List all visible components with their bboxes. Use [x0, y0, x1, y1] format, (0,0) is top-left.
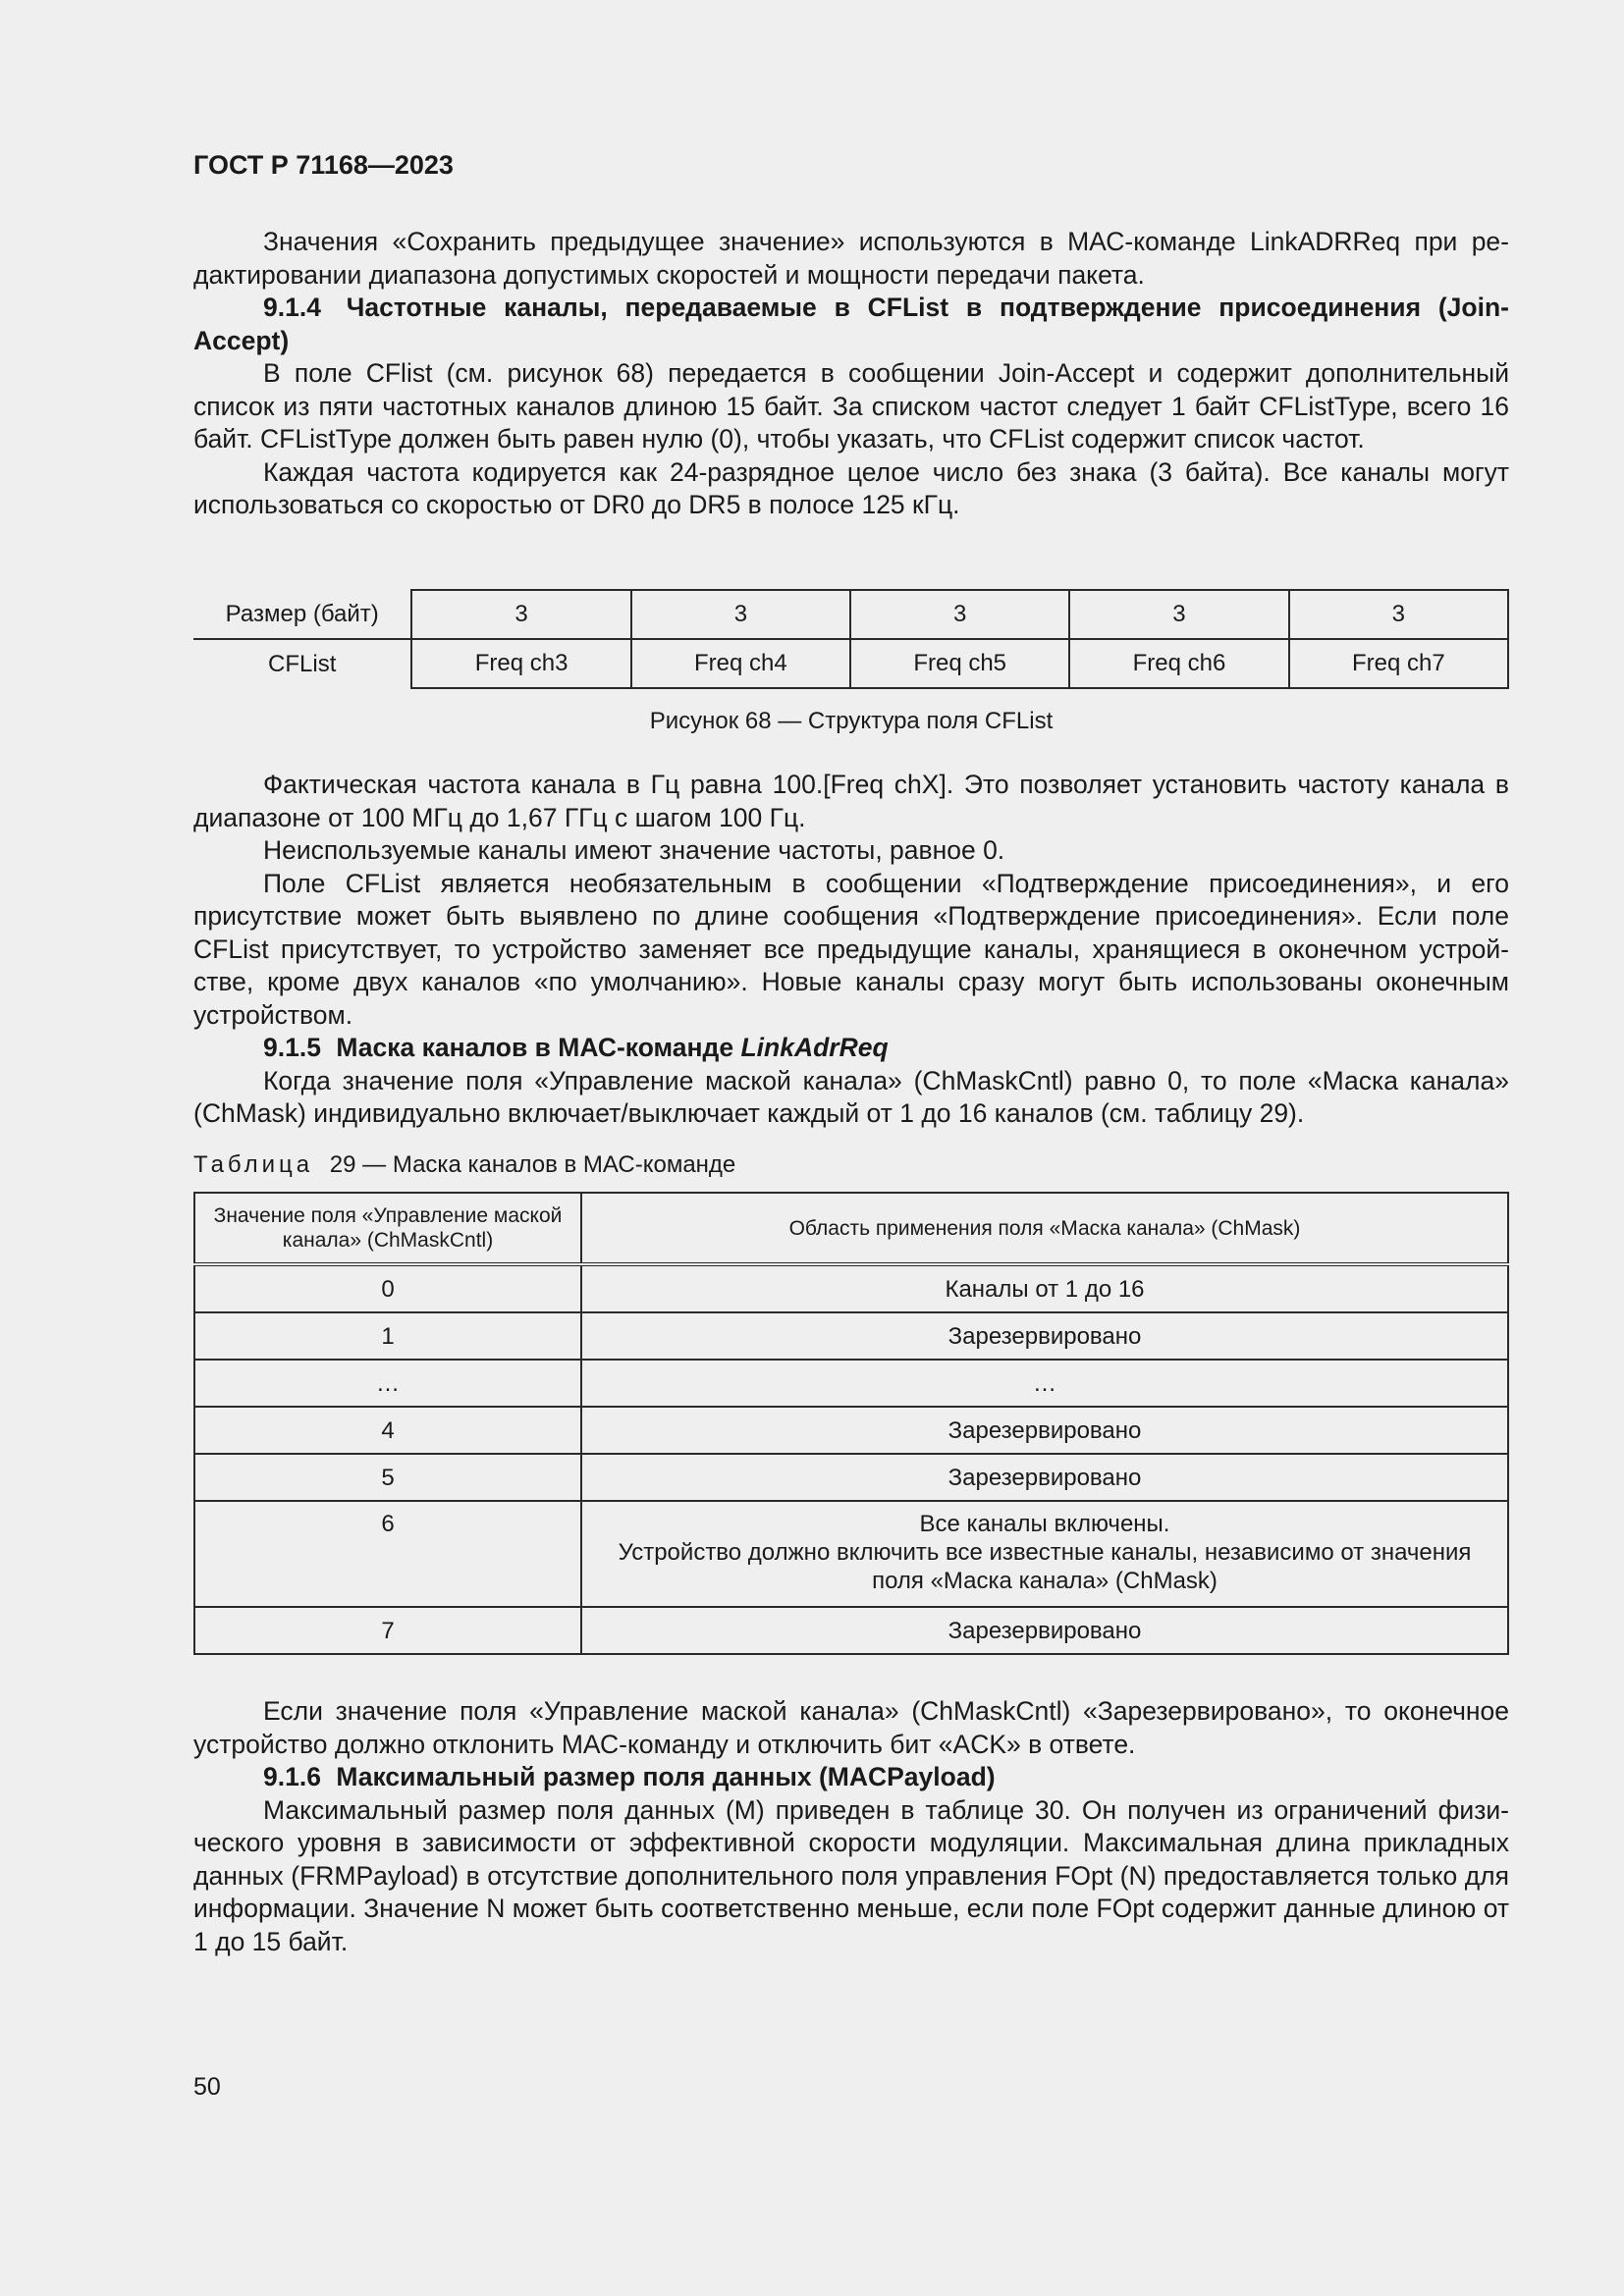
field-cell: Freq ch5: [850, 639, 1069, 688]
chmaskcntl-value: 4: [194, 1407, 581, 1454]
chmask-scope-cell: [581, 1501, 1508, 1607]
paragraph-unused-channels: Неиспользуемые каналы имеют значение частоты, равное 0.: [263, 835, 1005, 865]
section-914-block: [193, 226, 1509, 522]
paragraph-max-payload: Максимальный размер поля данных (M) приведен в таблице 30. Он получен из ограничений физи-ческого уровня в зависимости от эффективной скорости модуляции. Максимальная длина прикладных данных (FRMPayload) в отсутствие дополнительного поля управления FOpt (N) предоставляется только для информации. Значение N может быть соответственно меньше, если поле FOpt содержит данные длиною от 1 до 15 байт.: [193, 1794, 1509, 1956]
paragraph-linkadrreq-values: Значения «Сохранить предыдущее значение» используются в МАС-команде LinkADRReq при ре-дактировании диапазона допустимых скоростей и мощности передачи пакета.: [193, 227, 1509, 290]
section-heading-915: [193, 1032, 1509, 1065]
row-label: Размер (байт): [193, 590, 411, 639]
table-title: [193, 1150, 735, 1180]
document-header: ГОСТ Р 71168—2023: [193, 150, 454, 180]
section-number: 9.1.6: [263, 1762, 321, 1791]
size-cell: 3: [411, 590, 630, 639]
field-cell: Freq ch6: [1069, 639, 1288, 688]
cflist-structure-figure: [193, 589, 1509, 689]
paragraph-frequency-encoding: Каждая частота кодируется как 24-разрядное целое число без знака (3 байта). Все каналы могут использоваться со скоростью от DR0 до DR5 в полосе 125 кГц.: [193, 456, 1509, 519]
chmaskcntl-value: 6: [194, 1501, 581, 1607]
chmaskcntl-value: …: [194, 1360, 581, 1407]
column-header-chmaskcntl: Значение поля «Управление маской канала» (ChMaskCntl): [194, 1193, 581, 1264]
chmask-scope: Все каналы включены.: [919, 1511, 1170, 1537]
channel-mask-table: [193, 1192, 1509, 1655]
page-number: 50: [193, 2073, 221, 2101]
chmaskcntl-value: 1: [194, 1312, 581, 1360]
chmask-scope: Зарезервировано: [581, 1312, 1508, 1360]
size-cell: 3: [1289, 590, 1508, 639]
section-title-italic: LinkAdrReq: [740, 1033, 889, 1062]
chmask-scope: …: [581, 1360, 1508, 1407]
chmask-scope: Зарезервировано: [581, 1607, 1508, 1654]
section-heading-916: [193, 1761, 1509, 1794]
table-label: Таблица: [193, 1151, 314, 1178]
size-cell: 3: [631, 590, 850, 639]
chmask-scope: Зарезервировано: [581, 1454, 1508, 1501]
section-heading-914: [193, 292, 1509, 357]
section-title: Маска каналов в МАС-команде: [336, 1033, 734, 1062]
size-cell: 3: [850, 590, 1069, 639]
figure-caption: Рисунок 68 — Структура поля CFList: [649, 708, 1054, 734]
table-row: [194, 1264, 1508, 1312]
table-title-text: 29 — Маска каналов в МАС-команде: [329, 1151, 736, 1178]
cflist-size-row: [193, 590, 1508, 639]
size-cell: 3: [1069, 590, 1288, 639]
section-916-block: [193, 1695, 1509, 1958]
paragraph-cflist-optional: Поле CFList является необязательным в сообщении «Подтверждение присоединения», и его присутствие может быть выявлено по длине сообщения «Подтверждение присоединения». Если поле CFList присутствует, то устройство заменяет все предыдущие каналы, хранящиеся в оконечном устрой-стве, кроме двух каналов «по умолчанию». Новые каналы сразу могут быть использованы оконечным устройством.: [193, 868, 1509, 1030]
field-cell: Freq ch3: [411, 639, 630, 688]
chmask-scope: Каналы от 1 до 16: [581, 1264, 1508, 1312]
paragraph-actual-frequency: Фактическая частота канала в Гц равна 100.[Freq chX]. Это позволяет установить частоту канала в диапазоне от 100 МГц до 1,67 ГГц с шагом 100 Гц.: [193, 770, 1509, 832]
section-title: Максимальный размер поля данных (MACPayload): [336, 1762, 996, 1791]
table-row: [194, 1607, 1508, 1654]
paragraph-chmaskcntl: Когда значение поля «Управление маской канала» (ChMaskCntl) равно 0, то поле «Маска канала» (ChMask) индивидуально включает/выключает каждый от 1 до 16 каналов (см. таблицу 29).: [193, 1065, 1509, 1128]
cflist-field-row: [193, 639, 1508, 688]
paragraph-reserved-chmaskcntl: Если значение поля «Управление маской канала» (ChMaskCntl) «Зарезервировано», то оконечное устройство должно отклонить МАС-команду и отключить бит «ACK» в ответе.: [193, 1696, 1509, 1759]
table-row: [194, 1501, 1508, 1607]
chmask-scope-note: Устройство должно включить все известные каналы, независимо от значения поля «Маска канала» (ChMask): [618, 1539, 1472, 1594]
table-header-row: [194, 1193, 1508, 1264]
table-row: [194, 1312, 1508, 1360]
row-label: CFList: [268, 650, 337, 677]
table-row: [194, 1360, 1508, 1407]
field-cell: Freq ch7: [1289, 639, 1508, 688]
paragraph-cflist-description: В поле CFlist (см. рисунок 68) передается в сообщении Join-Accept и содержит дополнительный список из пяти частотных каналов длиною 15 байт. За списком частот следует 1 байт CFListType, всего 16 байт. CFListType должен быть равен нулю (0), чтобы указать, что CFList содержит список частот.: [193, 358, 1509, 454]
section-number: 9.1.4: [263, 293, 321, 322]
chmask-scope: Зарезервировано: [581, 1407, 1508, 1454]
section-title: Частотные каналы, передаваемые в CFList в подтверждение присоединения (Join-Accept): [193, 293, 1509, 355]
chmaskcntl-value: 0: [194, 1264, 581, 1312]
section-number: 9.1.5: [263, 1033, 321, 1062]
field-cell: Freq ch4: [631, 639, 850, 688]
table-row: [194, 1407, 1508, 1454]
chmaskcntl-value: 5: [194, 1454, 581, 1501]
column-header-chmask: Область применения поля «Маска канала» (ChMask): [581, 1193, 1508, 1264]
chmaskcntl-value: 7: [194, 1607, 581, 1654]
section-915-block: [193, 769, 1509, 1131]
table-row: [194, 1454, 1508, 1501]
